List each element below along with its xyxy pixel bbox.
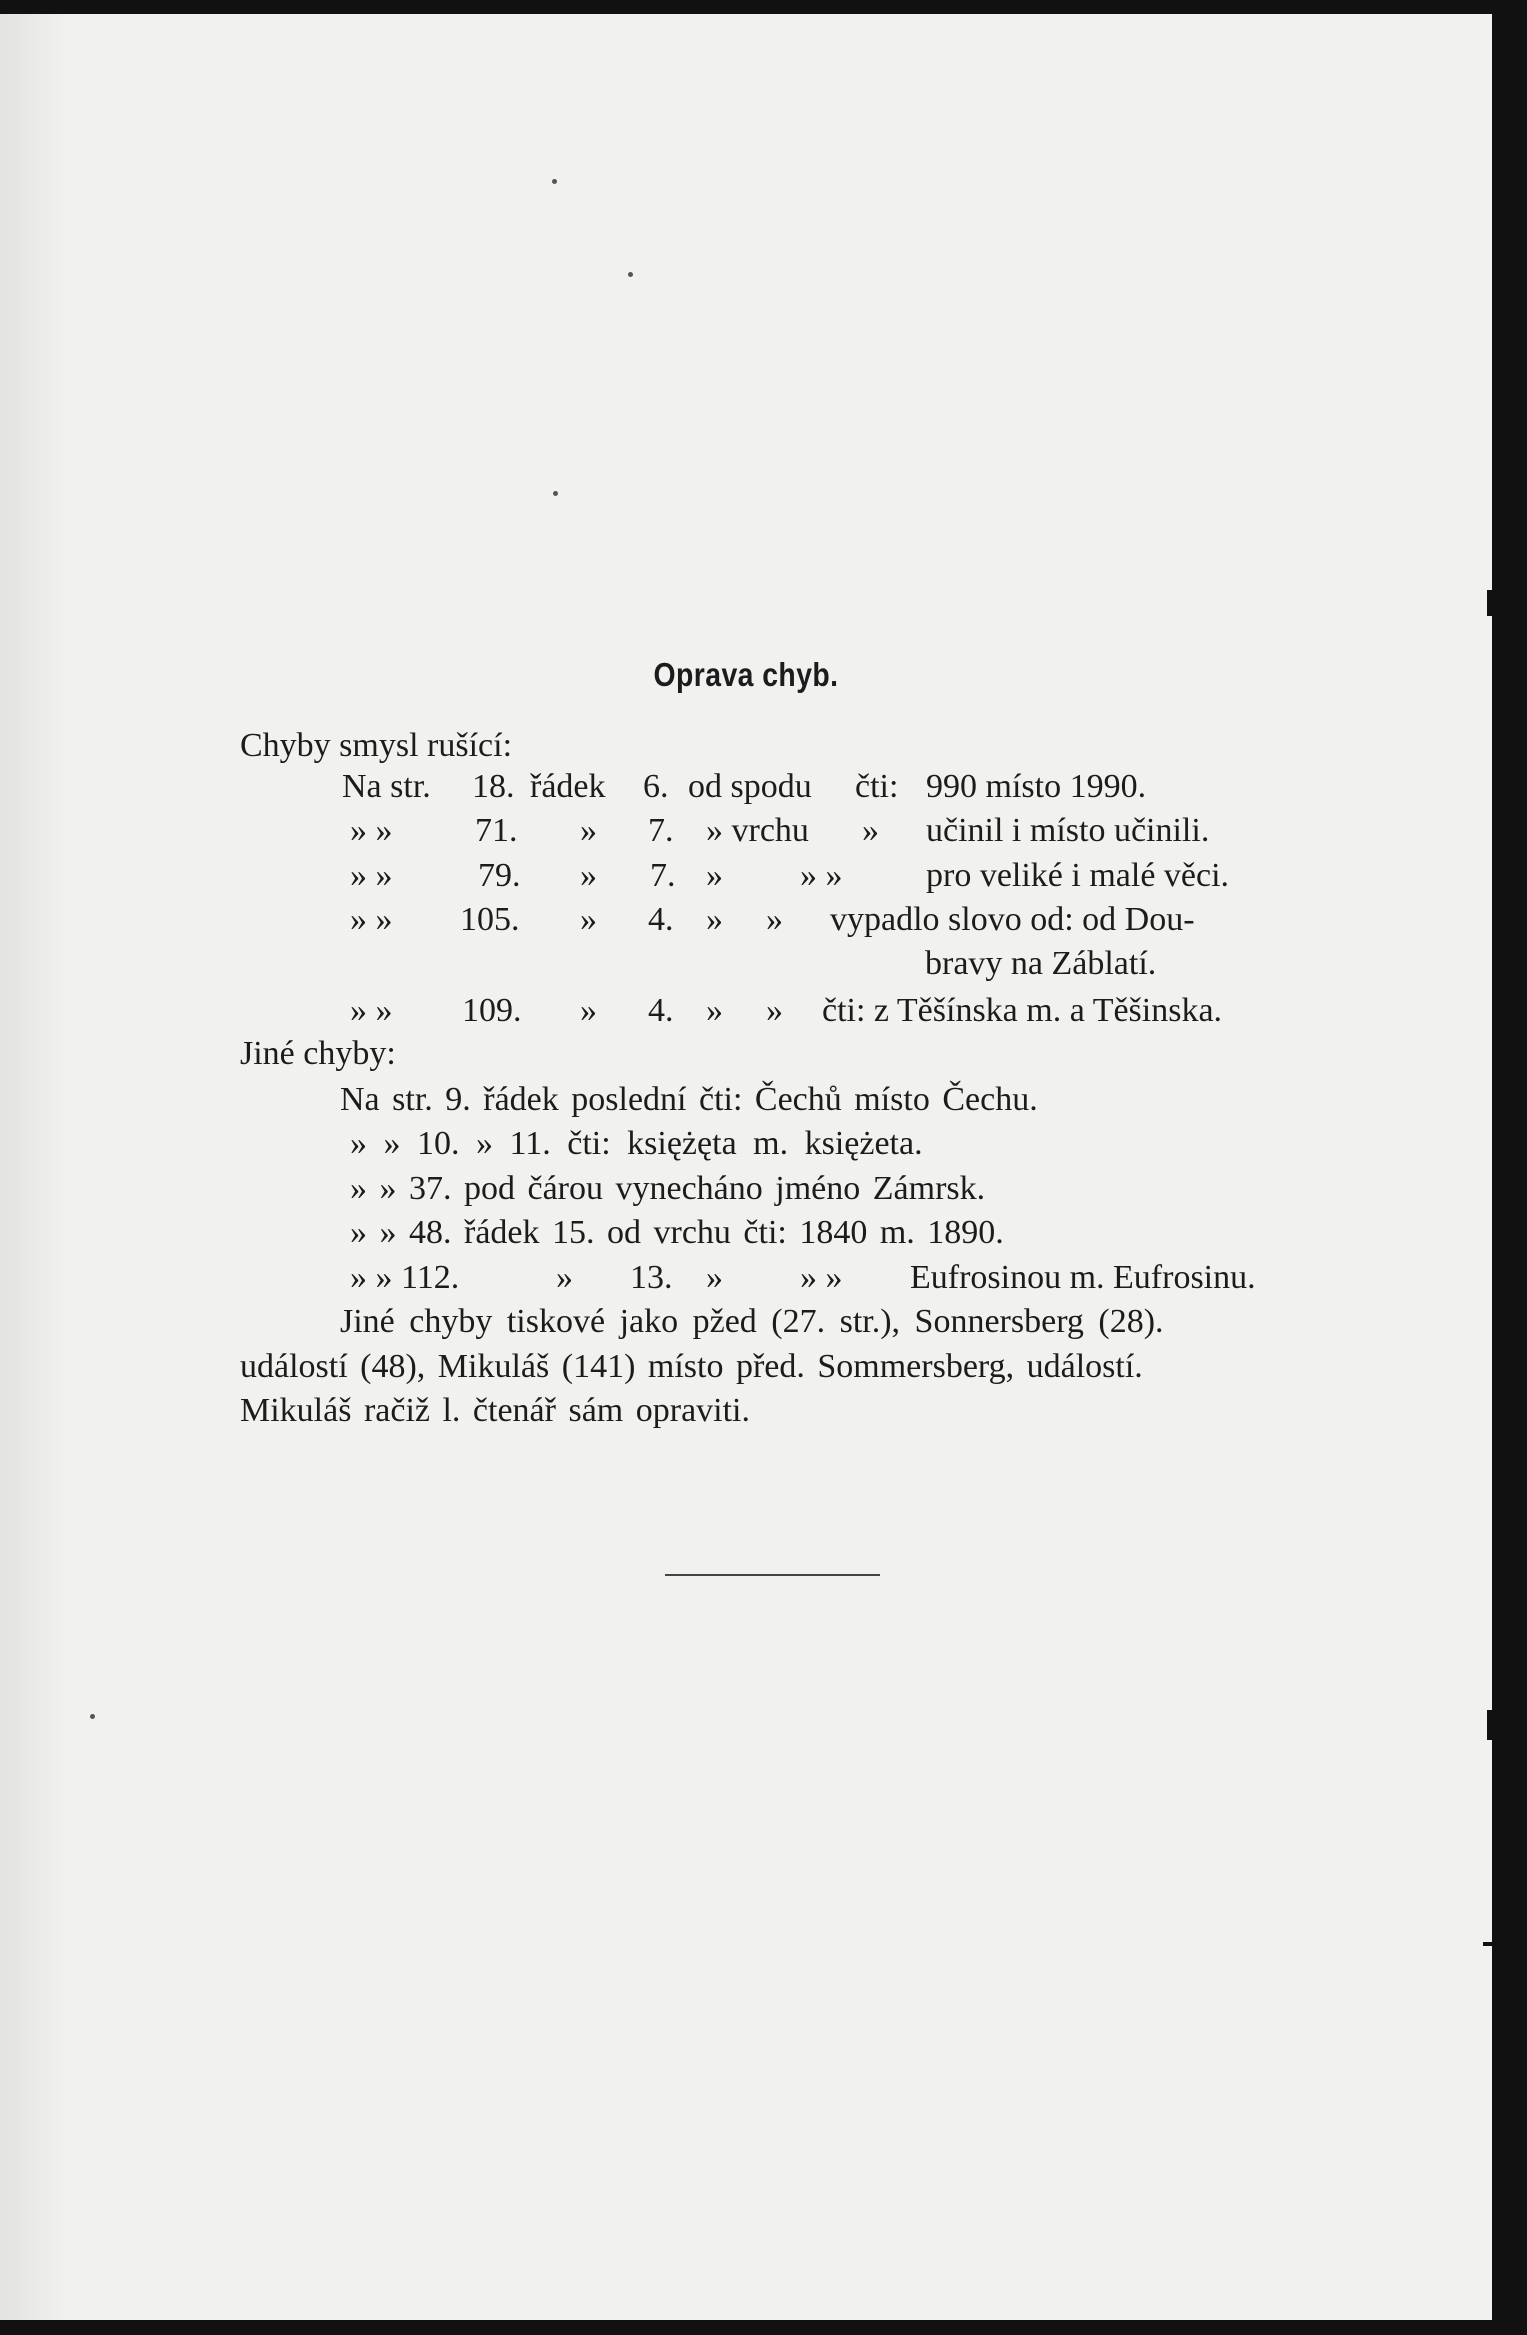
errata-line: » » 10. » 11. čti: księżęta m. księżeta. (350, 1125, 923, 1162)
section-heading-sense-errors: Chyby smysl rušící: (240, 727, 513, 764)
section-heading-other-errors: Jiné chyby: (240, 1035, 396, 1072)
errata-line: Na str. 9. řádek poslední čti: Čechů místo Čechu. (340, 1081, 1038, 1118)
paragraph-line: událostí (48), Mikuláš (141) místo před. Sommersberg, událostí. (240, 1348, 1143, 1385)
print-speck (553, 491, 558, 496)
errata-line: » » 48. řádek 15. od vrchu čti: 1840 m. 1890. (350, 1214, 1004, 1251)
paragraph-line: Jiné chyby tiskové jako pžed (27. str.), Sonnersberg (28). (340, 1303, 1164, 1340)
book-page: Oprava chyb. Chyby smysl rušící: Na str. 18. řádek 6. od spodu čti: 990 místo 1990. » » 71. » 7. » vrchu » učinil i místo učinili. » » 79. » 7. » » » pro veliké i malé věci. » » 105. » 4. » » vypadlo slovo od: od Dou- bravy na Záblatí. » » 109. » 4. » » čti: z Těšínska m. a Těšinska. Jiné chyby: Na str. 9. řádek poslední čti: Čechů místo Čechu. » » 10. » 11. čti: księżęta m. księżeta. » » 37. pod čárou vynecháno jméno Zámrsk. » » 48. řádek 15. od vrchu čti: 1840 m. 1890. » » 112. » 13. » » » Eufrosinou m. Eufrosinu. Jiné chyby tiskové jako pžed (27. str.), Sonnersberg (28). událostí (48), Mikuláš (141) místo před. Sommersberg, událostí. Mikuláš račiž l. čtenář sám opraviti. (0, 14, 1492, 2320)
print-speck (90, 1714, 95, 1719)
binding-mark (1483, 1942, 1497, 1946)
binding-mark (1487, 1710, 1495, 1740)
paragraph-line: Mikuláš račiž l. čtenář sám opraviti. (240, 1392, 750, 1429)
print-speck (552, 179, 557, 184)
closing-rule (665, 1574, 880, 1576)
print-speck (628, 272, 633, 277)
page-title: Oprava chyb. (653, 656, 839, 693)
binding-mark (1487, 590, 1495, 616)
errata-line: » » 37. pod čárou vynecháno jméno Zámrsk. (350, 1170, 986, 1207)
